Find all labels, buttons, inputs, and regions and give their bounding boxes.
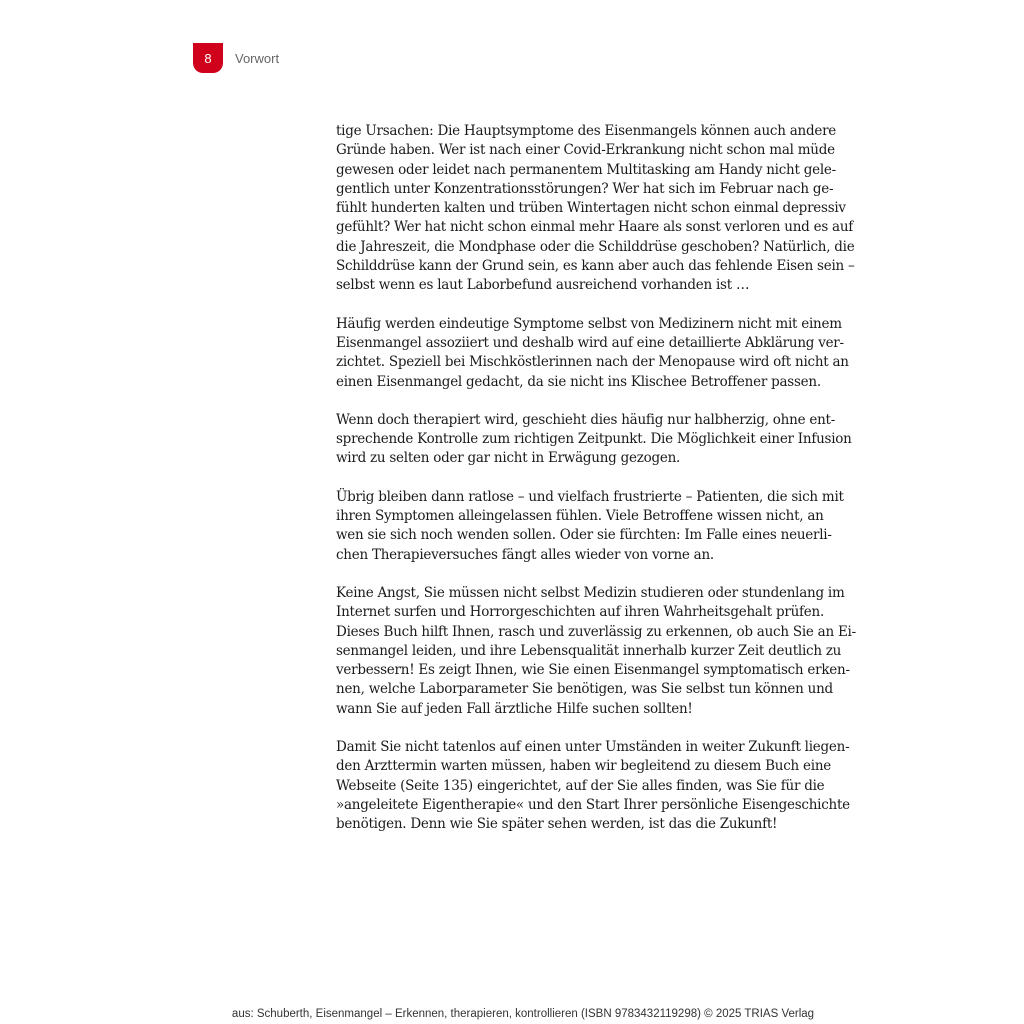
text-line: fühlt hunderten kalten und trüben Wintertagen nicht schon einmal depressiv	[336, 200, 846, 217]
page-number-badge: 8	[193, 43, 223, 73]
page-header	[193, 43, 279, 73]
text-line: Dieses Buch hilft Ihnen, rasch und zuverlässig zu erkennen, ob auch Sie an Ei-	[336, 623, 856, 640]
text-line: chen Therapieversuches fängt alles wieder von vorne an.	[336, 546, 714, 563]
paragraph	[336, 411, 852, 469]
paragraph	[336, 488, 844, 565]
text-line: verbessern! Es zeigt Ihnen, wie Sie einen Eisenmangel symptomatisch erken-	[336, 662, 850, 679]
text-line: Internet surfen und Horrorgeschichten auf ihren Wahrheitsgehalt prüfen.	[336, 604, 824, 621]
paragraph	[336, 315, 849, 392]
text-line: »angeleitete Eigentherapie« und den Start Ihrer persönliche Eisengeschichte	[336, 796, 850, 813]
text-line: einen Eisenmangel gedacht, da sie nicht ins Klischee Betroffener passen.	[336, 373, 821, 390]
text-line: Häufig werden eindeutige Symptome selbst von Medizinern nicht mit einem	[336, 315, 842, 332]
text-line: Gründe haben. Wer ist nach einer Covid-Erkrankung nicht schon mal müde	[336, 142, 835, 159]
text-line: wen sie sich noch wenden sollen. Oder sie fürchten: Im Falle eines neuerli-	[336, 527, 832, 544]
text-line: senmangel leiden, und ihre Lebensqualität innerhalb kurzer Zeit deutlich zu	[336, 642, 842, 659]
footer-citation: aus: Schuberth, Eisenmangel – Erkennen, therapieren, kontrollieren (ISBN 9783432119298) © 2025 TRIAS Verlag	[231, 1008, 815, 1020]
paragraph	[336, 122, 855, 296]
text-line: wann Sie auf jeden Fall ärztliche Hilfe suchen sollten!	[336, 700, 693, 717]
text-line: zichtet. Speziell bei Mischköstlerinnen nach der Menopause wird oft nicht an	[336, 354, 849, 371]
text-line: die Jahreszeit, die Mondphase oder die Schilddrüse geschoben? Natürlich, die	[336, 238, 855, 255]
text-line: Keine Angst, Sie müssen nicht selbst Medizin studieren oder stundenlang im	[336, 584, 845, 601]
body-text	[336, 122, 856, 854]
text-line: ihren Symptomen alleingelassen fühlen. Viele Betroffene wissen nicht, an	[336, 508, 824, 525]
text-line: gentlich unter Konzentrationsstörungen? Wer hat sich im Februar nach ge-	[336, 180, 834, 197]
text-line: Übrig bleiben dann ratlose – und vielfach frustrierte – Patienten, die sich mit	[336, 488, 844, 505]
text-line: wird zu selten oder gar nicht in Erwägung gezogen.	[336, 450, 681, 467]
text-line: nen, welche Laborparameter Sie benötigen, was Sie selbst tun können und	[336, 681, 833, 698]
text-line: gewesen oder leidet nach permanentem Multitasking am Handy nicht gele-	[336, 161, 836, 178]
text-line: selbst wenn es laut Laborbefund ausreichend vorhanden ist …	[336, 277, 750, 294]
text-line: Damit Sie nicht tatenlos auf einen unter Umständen in weiter Zukunft liegen-	[336, 739, 850, 756]
text-line: Webseite (Seite 135) eingerichtet, auf der Sie alles finden, was Sie für die	[336, 777, 825, 794]
text-line: sprechende Kontrolle zum richtigen Zeitpunkt. Die Möglichkeit einer Infusion	[336, 431, 852, 448]
text-line: Wenn doch therapiert wird, geschieht dies häufig nur halbherzig, ohne ent-	[336, 411, 836, 428]
text-line: Eisenmangel assoziiert und deshalb wird auf eine detaillierte Abklärung ver-	[336, 334, 844, 351]
text-line: gefühlt? Wer hat nicht schon einmal mehr Haare als sonst verloren und es auf	[336, 219, 854, 236]
text-line: den Arzttermin warten müssen, haben wir begleitend zu diesem Buch eine	[336, 758, 832, 775]
paragraph	[336, 584, 856, 719]
text-line: benötigen. Denn wie Sie später sehen werden, ist das die Zukunft!	[336, 816, 778, 833]
text-line: Schilddrüse kann der Grund sein, es kann aber auch das fehlende Eisen sein –	[336, 258, 855, 275]
section-title: Vorwort	[235, 50, 280, 66]
paragraph	[336, 738, 850, 834]
text-line: tige Ursachen: Die Hauptsymptome des Eisenmangels können auch andere	[336, 123, 837, 139]
